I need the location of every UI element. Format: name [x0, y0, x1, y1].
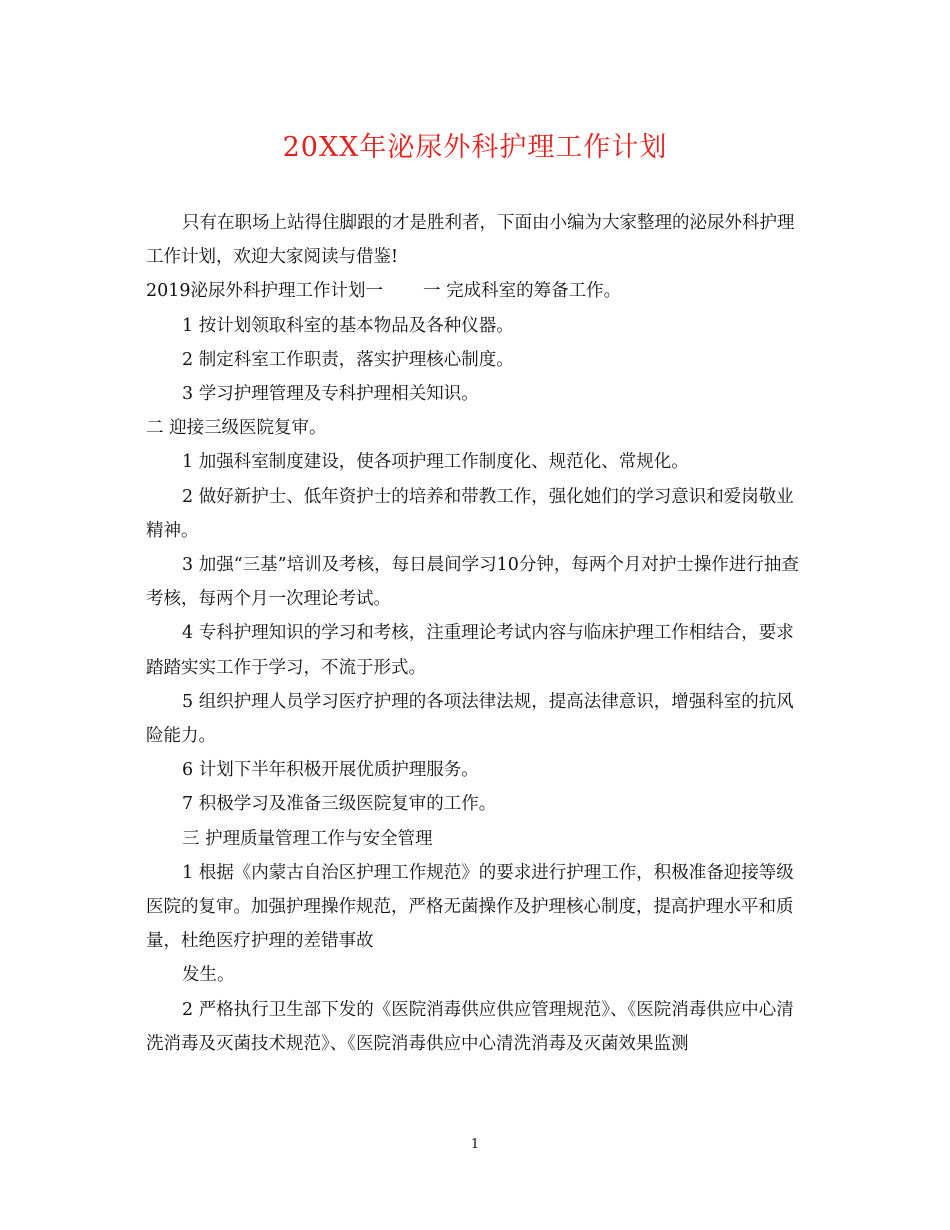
section2-item: 1 加强科室制度建设，使各项护理工作制度化、规范化、常规化。	[182, 452, 689, 473]
section1-item: 3 学习护理管理及专科护理相关知识。	[182, 384, 479, 405]
section2-item: 4 专科护理知识的学习和考核，注重理论考试内容与临床护理工作相结合，要求踏踏实实工作于学习，不流于形式。	[146, 623, 794, 678]
plan-heading-line	[146, 274, 810, 308]
document-body	[146, 206, 810, 1061]
section3-item: 2 严格执行卫生部下发的《医院消毒供应供应管理规范》、《医院消毒供应中心清洗消毒及灭菌技术规范》、《医院消毒供应中心清洗消毒及灭菌效果监测	[146, 999, 794, 1054]
plan-heading: 2019泌尿外科护理工作计划一	[146, 281, 384, 302]
section1-item: 2 制定科室工作职责，落实护理核心制度。	[182, 349, 514, 370]
section2-item: 6 计划下半年积极开展优质护理服务。	[182, 760, 479, 781]
section2-item: 2 做好新护士、低年资护士的培养和带教工作，强化她们的学习意识和爱岗敬业精神。	[146, 486, 794, 541]
section3-item: 1 根据《内蒙古自治区护理工作规范》的要求进行护理工作，积极准备迎接等级医院的复审。加强护理操作规范，严格无菌操作及护理核心制度，提高护理水平和质量，杜绝医疗护理的差错事故	[146, 862, 794, 952]
section3-heading: 三 护理质量管理工作与安全管理	[182, 828, 433, 849]
page-number: 1	[470, 1137, 480, 1152]
section1-heading: 一 完成科室的筹备工作。	[423, 281, 622, 302]
section3-item: 发生。	[182, 965, 235, 986]
intro-paragraph: 只有在职场上站得住脚跟的才是胜利者，下面由小编为大家整理的泌尿外科护理工作计划，欢迎大家阅读与借鉴!	[146, 213, 795, 268]
section2-item: 3 加强“三基”培训及考核，每日晨间学习10分钟，每两个月对护士操作进行抽查考核，每两个月一次理论考试。	[146, 555, 799, 610]
document-title: 20XX年泌尿外科护理工作计划	[282, 132, 668, 163]
section1-item: 1 按计划领取科室的基本物品及各种仪器。	[182, 315, 514, 336]
section2-item: 7 积极学习及准备三级医院复审的工作。	[182, 794, 497, 815]
section2-heading: 二 迎接三级医院复审。	[146, 418, 327, 439]
section2-item: 5 组织护理人员学习医疗护理的各项法律法规，提高法律意识，增强科室的抗风险能力。	[146, 691, 794, 747]
